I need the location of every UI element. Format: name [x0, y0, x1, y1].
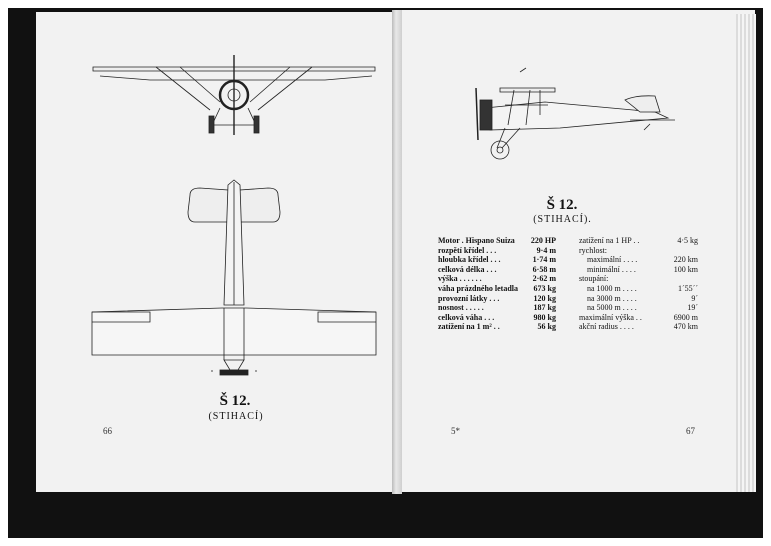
spec-row: váha prázdného letadla 673 kg: [438, 283, 556, 293]
left-caption-title: Š 12.: [219, 393, 251, 409]
side-view-drawing: [476, 68, 675, 159]
spec-row: zatížení na 1 m² . . 56 kg: [438, 322, 556, 332]
spec-row: na 5000 m . . . . 19´: [587, 303, 698, 313]
spec-row: celková váha . . . 980 kg: [438, 312, 556, 322]
spec-row: minimální . . . . 100 km: [587, 264, 698, 274]
front-view-drawing: [93, 55, 375, 135]
specs-right-column: [579, 236, 698, 332]
spec-row: celková délka . . . 6·58 m: [438, 264, 556, 274]
spec-row: stoupání:: [579, 274, 609, 284]
specs-left-column: [438, 236, 556, 332]
sheet-mark: 5*: [451, 426, 460, 436]
spec-row: akční radius . . . . 470 km: [579, 322, 698, 332]
left-page-number: 66: [103, 426, 112, 436]
spec-row: výška . . . . . . 2·62 m: [438, 274, 556, 284]
right-caption-title: Š 12.: [546, 197, 578, 213]
spec-row: rozpětí křídel . . . 9·4 m: [438, 245, 556, 255]
spec-row: nosnost . . . . . 187 kg: [438, 303, 556, 313]
spec-row: na 3000 m . . . . 9´: [587, 293, 698, 303]
spec-row: rychlost:: [579, 245, 607, 255]
spec-row: na 1000 m . . . . 1´55´´: [587, 283, 698, 293]
spec-row: hloubka křídel . . . 1·74 m: [438, 255, 556, 265]
spec-row: zatížení na 1 HP . . 4·5 kg: [579, 236, 698, 245]
spec-row: maximální . . . . 220 km: [587, 255, 698, 265]
spec-row: provozní látky . . . 120 kg: [438, 293, 556, 303]
top-view-drawing: [92, 180, 376, 375]
left-caption-subtitle: (STIHACÍ): [208, 411, 264, 422]
spec-row: maximální výška . . 6900 m: [579, 312, 698, 322]
spec-row: Motor . Hispano Suiza 220 HP: [438, 236, 556, 245]
right-caption-subtitle: (STIHACÍ).: [533, 214, 592, 225]
right-page-number: 67: [686, 426, 695, 436]
